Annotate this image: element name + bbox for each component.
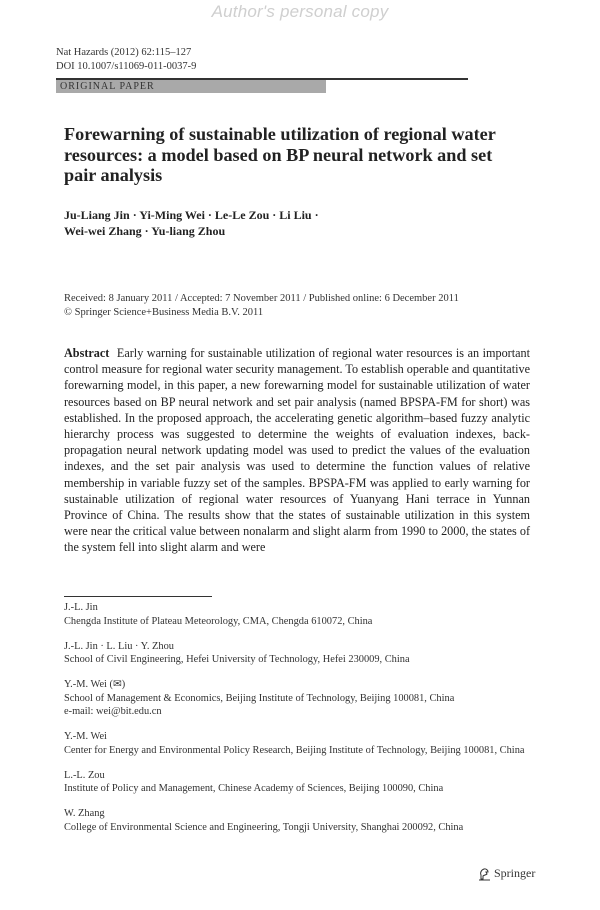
affiliation-names: L.-L. Zou <box>64 769 105 781</box>
publisher-logo <box>478 866 535 881</box>
journal-doi[interactable]: DOI 10.1007/s11069-011-0037-9 <box>56 61 197 72</box>
affiliation <box>64 807 544 834</box>
publication-dates <box>64 292 534 320</box>
abstract <box>64 345 530 556</box>
date-history: Received: 8 January 2011 / Accepted: 7 November 2011 / Published online: 6 December 2011 <box>64 293 459 304</box>
watermark: Author's personal copy <box>211 2 389 21</box>
springer-horse-icon <box>478 867 491 881</box>
paper-title: Forewarning of sustainable utilization of regional water resources: a model based on BP neural network and set pair analysis <box>64 124 496 185</box>
affiliation <box>64 601 544 628</box>
affiliation <box>64 678 544 719</box>
abstract-heading: Abstract <box>64 346 110 360</box>
affiliation-names: J.-L. Jin <box>64 602 98 613</box>
affiliation <box>64 730 544 757</box>
section-label: ORIGINAL PAPER <box>56 80 326 93</box>
abstract-text: Early warning for sustainable utilization of regional water resources is an important control measure for regional water security management. To establish operable and quantitative forewarning model, in this paper, a new forewarning model for sustainable utilization of water resources based on BP neural network and set pair analysis (named BPSPA-FM for short) was established. In the proposed approach, the accelerating genetic algorithm–based fuzzy analytic hierarchy process was suggested to determine the weights of evaluation indexes, back-propagation neural network updating model was used to predict the values of the evaluation indexes, and the set pair analysis was used to determine the function values of relative membership in variable fuzzy set of the samples. BPSPA-FM was applied to early warning for sustainable utilization of regional water resources of Yuanyang Hani terrace in Yunnan Province of China. The results show that the states of sustainable utilization in this system were near the critical value between nonalarm and slight alarm from 1990 to 2000, the states of the system fell into slight alarm and were <box>64 346 531 555</box>
affiliation-address: Chengda Institute of Plateau Meteorology, CMA, Chengda 610072, China <box>64 615 373 627</box>
author-line-2: Wei-wei Zhang · Yu-liang Zhou <box>64 224 226 238</box>
affiliation-address: School of Management & Economics, Beijing Institute of Technology, Beijing 100081, China <box>64 692 455 704</box>
publisher-name: Springer <box>494 866 536 880</box>
affiliation-address: Center for Energy and Environmental Policy Research, Beijing Institute of Technology, Beijing 100081, China <box>64 744 525 756</box>
journal-info <box>56 46 196 74</box>
affiliation <box>64 769 544 796</box>
author-list <box>64 207 524 239</box>
journal-citation: Nat Hazards (2012) 62:115–127 <box>56 47 192 58</box>
affiliation-names: Y.-M. Wei (✉) <box>64 679 126 690</box>
footnote-rule <box>64 596 212 597</box>
affiliation <box>64 640 544 667</box>
affiliation-address: School of Civil Engineering, Hefei University of Technology, Hefei 230009, China <box>64 654 410 665</box>
affiliation-names: J.-L. Jin · L. Liu · Y. Zhou <box>64 640 174 652</box>
affiliation-names: W. Zhang <box>64 808 105 819</box>
copyright: © Springer Science+Business Media B.V. 2011 <box>64 307 264 318</box>
affiliation-address: College of Environmental Science and Engineering, Tongji University, Shanghai 200092, China <box>64 821 464 833</box>
affiliations <box>64 601 544 846</box>
affiliation-address: Institute of Policy and Management, Chinese Academy of Sciences, Beijing 100090, China <box>64 783 444 794</box>
author-line-1: Ju-Liang Jin · Yi-Ming Wei · Le-Le Zou · Li Liu · <box>64 208 319 222</box>
affiliation-names: Y.-M. Wei <box>64 731 107 742</box>
affiliation-email[interactable]: e-mail: wei@bit.edu.cn <box>64 706 162 717</box>
